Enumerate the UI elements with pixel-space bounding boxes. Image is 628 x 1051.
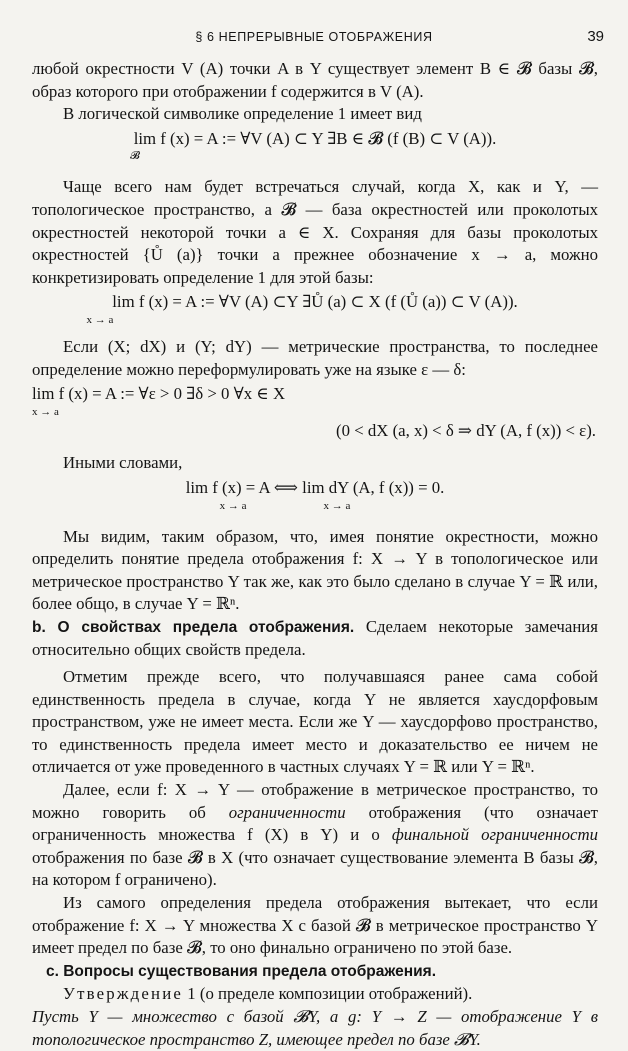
- statement-title: 1 (о пределе композиции отображений).: [183, 984, 473, 1004]
- formula-subscript: x → a: [86, 313, 114, 326]
- paragraph-statement-body: Пусть Y — множество с базой 𝓑Y, a g: Y → Z — отображение Y в топологическое пространство Z, имеющее предел по базе 𝓑Y.: [32, 1006, 598, 1049]
- section-c-heading: c. Вопросы существования предела отображения.: [46, 962, 437, 980]
- paragraph-uniqueness: Отметим прежде всего, что получавшаяся ранее сама собой единственность предела в случае, когда Y не является хаусдорфовым пространством, уже не имеет места. Если же Y — хаусдорфово пространство, то единственность предела имеет место и доказательство ее ничем не отличается от уже проведенного в частных случаях Y = ℝ или Y = ℝⁿ.: [32, 667, 598, 777]
- page-number: 39: [587, 28, 604, 45]
- term-final-boundedness: финальной ограниченности: [391, 825, 598, 845]
- text-run: отображения (что означает ограниченность множества f (X) в Y) и о: [32, 802, 598, 845]
- statement-label: Утверждение: [63, 984, 184, 1004]
- paragraph-limit-definition-end: любой окрестности V (A) точки A в Y существует элемент B ∈ 𝓑 базы 𝓑, образ которого при отображении f содержится в V (A).: [32, 59, 598, 101]
- formula-text: lim f (x) = A ⟺ lim dY (A, f (x)) = 0.: [185, 477, 445, 497]
- formula-subscript: 𝓑: [130, 150, 140, 163]
- paragraph-we-see: Мы видим, таким образом, что, имея понятие окрестности, можно определить понятие предела отображения f: X → Y в топологическое или метрическое пространство Y так же, как это было сделано в случае Y = ℝ или, более общо, в случае Y = ℝⁿ.: [32, 526, 598, 614]
- paragraph-in-other-words: Иными словами,: [63, 453, 183, 473]
- paragraph-section-b: [32, 616, 598, 662]
- formula-subscript: x → a x → a: [219, 499, 351, 512]
- formula-limit-distance: [32, 477, 598, 512]
- paragraph-statement-title: [32, 983, 598, 1006]
- paragraph-finally-bounded: Из самого определения предела отображения вытекает, что если отображение f: X → Y множества X с базой 𝓑 в метрическое пространство Y имеет предел по базе 𝓑, то оно финально ограничено по этой базе.: [32, 893, 598, 958]
- running-head: § 6 НЕПРЕРЫВНЫЕ ОТОБРАЖЕНИЯ: [195, 30, 433, 44]
- formula-epsilon-delta-line2: (0 < dX (a, x) < δ ⇒ dY (A, f (x)) < ε).: [336, 420, 596, 440]
- paragraph-logical-symbolics: В логической символике определение 1 имеет вид: [63, 104, 422, 124]
- formula-limit-over-base: [32, 128, 598, 163]
- page-body: [32, 58, 598, 1051]
- formula-text: lim f (x) = A := ∀ε > 0 ∃δ > 0 ∀x ∈ X: [32, 384, 286, 404]
- paragraph-topological-case: Чаще всего нам будет встречаться случай, когда X, как и Y, — топологическое пространство, а 𝓑 — база окрестностей или проколотых окрестностей некоторой точки a ∈ X. Сохраняя для базы проколотых окрестностей {Ů (a)} точки a прежнее обозначение x → a, можно конкретизировать определение 1 для этой базы:: [32, 177, 598, 287]
- section-b-heading: b. О свойствах предела отображения.: [32, 618, 355, 636]
- formula-text: lim f (x) = A := ∀V (A) ⊂ Y ∃B ∈ 𝓑 (f (B) ⊂ V (A)).: [133, 128, 497, 148]
- page-header: [0, 30, 628, 48]
- text-run: отображения по базе 𝓑 в X (что означает существование элемента B базы 𝓑, на котором f ограничено).: [32, 847, 598, 890]
- formula-subscript: x → a: [32, 405, 59, 418]
- formula-epsilon-delta-line1: [32, 383, 598, 418]
- paragraph-section-c: [32, 960, 598, 984]
- section-b-text: Сделаем некоторые замечания относительно общих свойств предела.: [32, 616, 598, 660]
- term-boundedness: ограниченности: [228, 802, 346, 822]
- paragraph-boundedness: [32, 779, 598, 892]
- formula-limit-punctured: [32, 291, 598, 326]
- text-run: Далее, если f: X → Y — отображение в метрическое пространство, то можно говорить об: [32, 780, 598, 822]
- formula-text: lim f (x) = A := ∀V (A) ⊂Y ∃Ů (a) ⊂ X (f (Ů (a)) ⊂ V (A)).: [112, 292, 518, 312]
- paragraph-metric-case: Если (X; dX) и (Y; dY) — метрические пространства, то последнее определение можно переформулировать уже на языке ε — δ:: [32, 336, 598, 379]
